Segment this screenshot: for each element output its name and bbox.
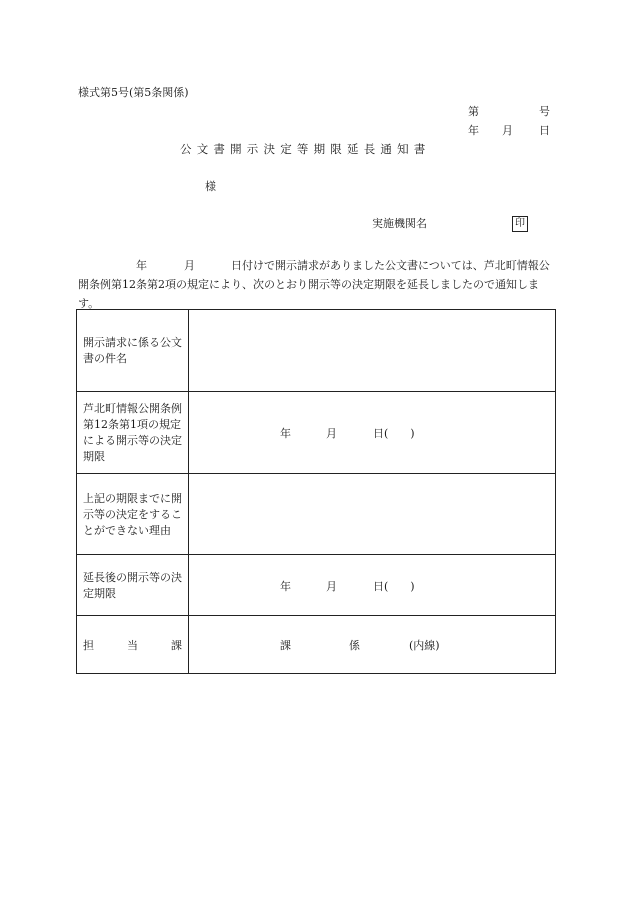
document-number-prefix: 第 bbox=[468, 105, 479, 118]
extended-deadline-month: 月 bbox=[326, 579, 337, 593]
document-title: 公文書開示決定等期限延長通知書 bbox=[180, 142, 431, 156]
table-row-responsible-section bbox=[77, 615, 555, 674]
document-number-suffix: 号 bbox=[539, 105, 550, 118]
date-month-label: 月 bbox=[502, 124, 513, 137]
body-month-label: 月 bbox=[184, 259, 195, 272]
form-number: 様式第5号(第5条関係) bbox=[78, 86, 189, 99]
body-text: 日付けで開示請求がありました公文書については、芦北町情報公開条例第12条第2項の規定により、次のとおり開示等の決定期限を延長しましたので通知します。 bbox=[78, 259, 550, 310]
reason-value-cell[interactable] bbox=[189, 474, 555, 555]
extension-number-label: (内線) bbox=[409, 639, 440, 652]
body-year-label: 年 bbox=[136, 259, 147, 272]
row-label-responsible-section: 担 当 課 bbox=[83, 639, 182, 652]
responsible-section-value-cell[interactable] bbox=[189, 616, 555, 674]
row-label-extended-deadline: 延長後の開示等の決定期限 bbox=[83, 570, 182, 600]
date-year-label: 年 bbox=[468, 124, 479, 137]
original-deadline-value-cell[interactable] bbox=[189, 392, 555, 474]
body-paragraph bbox=[78, 256, 558, 313]
section-ka-label: 課 bbox=[280, 639, 291, 652]
row-label-reason: 上記の期限までに開示等の決定をすることができない理由 bbox=[83, 491, 182, 537]
table-row-subject bbox=[77, 310, 555, 391]
seal-mark: 印 bbox=[512, 216, 528, 232]
extended-deadline-year: 年 bbox=[280, 579, 291, 593]
date-day-label: 日 bbox=[539, 124, 550, 137]
original-deadline-day: 日( ) bbox=[373, 427, 415, 440]
addressee-honorific: 様 bbox=[205, 180, 216, 193]
table-row-extended-deadline bbox=[77, 554, 555, 616]
table-row-reason bbox=[77, 473, 555, 555]
original-deadline-year: 年 bbox=[280, 427, 291, 440]
info-table bbox=[76, 309, 556, 674]
subject-value-cell[interactable] bbox=[189, 310, 555, 391]
extended-deadline-day: 日( ) bbox=[373, 579, 415, 593]
original-deadline-month: 月 bbox=[326, 427, 337, 440]
extended-deadline-value-cell[interactable] bbox=[189, 555, 555, 616]
table-row-original-deadline bbox=[77, 391, 555, 474]
section-kakari-label: 係 bbox=[349, 639, 360, 652]
row-label-original-deadline: 芦北町情報公開条例第12条第1項の規定による開示等の決定期限 bbox=[83, 402, 182, 463]
agency-name-label: 実施機関名 bbox=[372, 217, 427, 230]
row-label-subject: 開示請求に係る公文書の件名 bbox=[83, 335, 182, 365]
